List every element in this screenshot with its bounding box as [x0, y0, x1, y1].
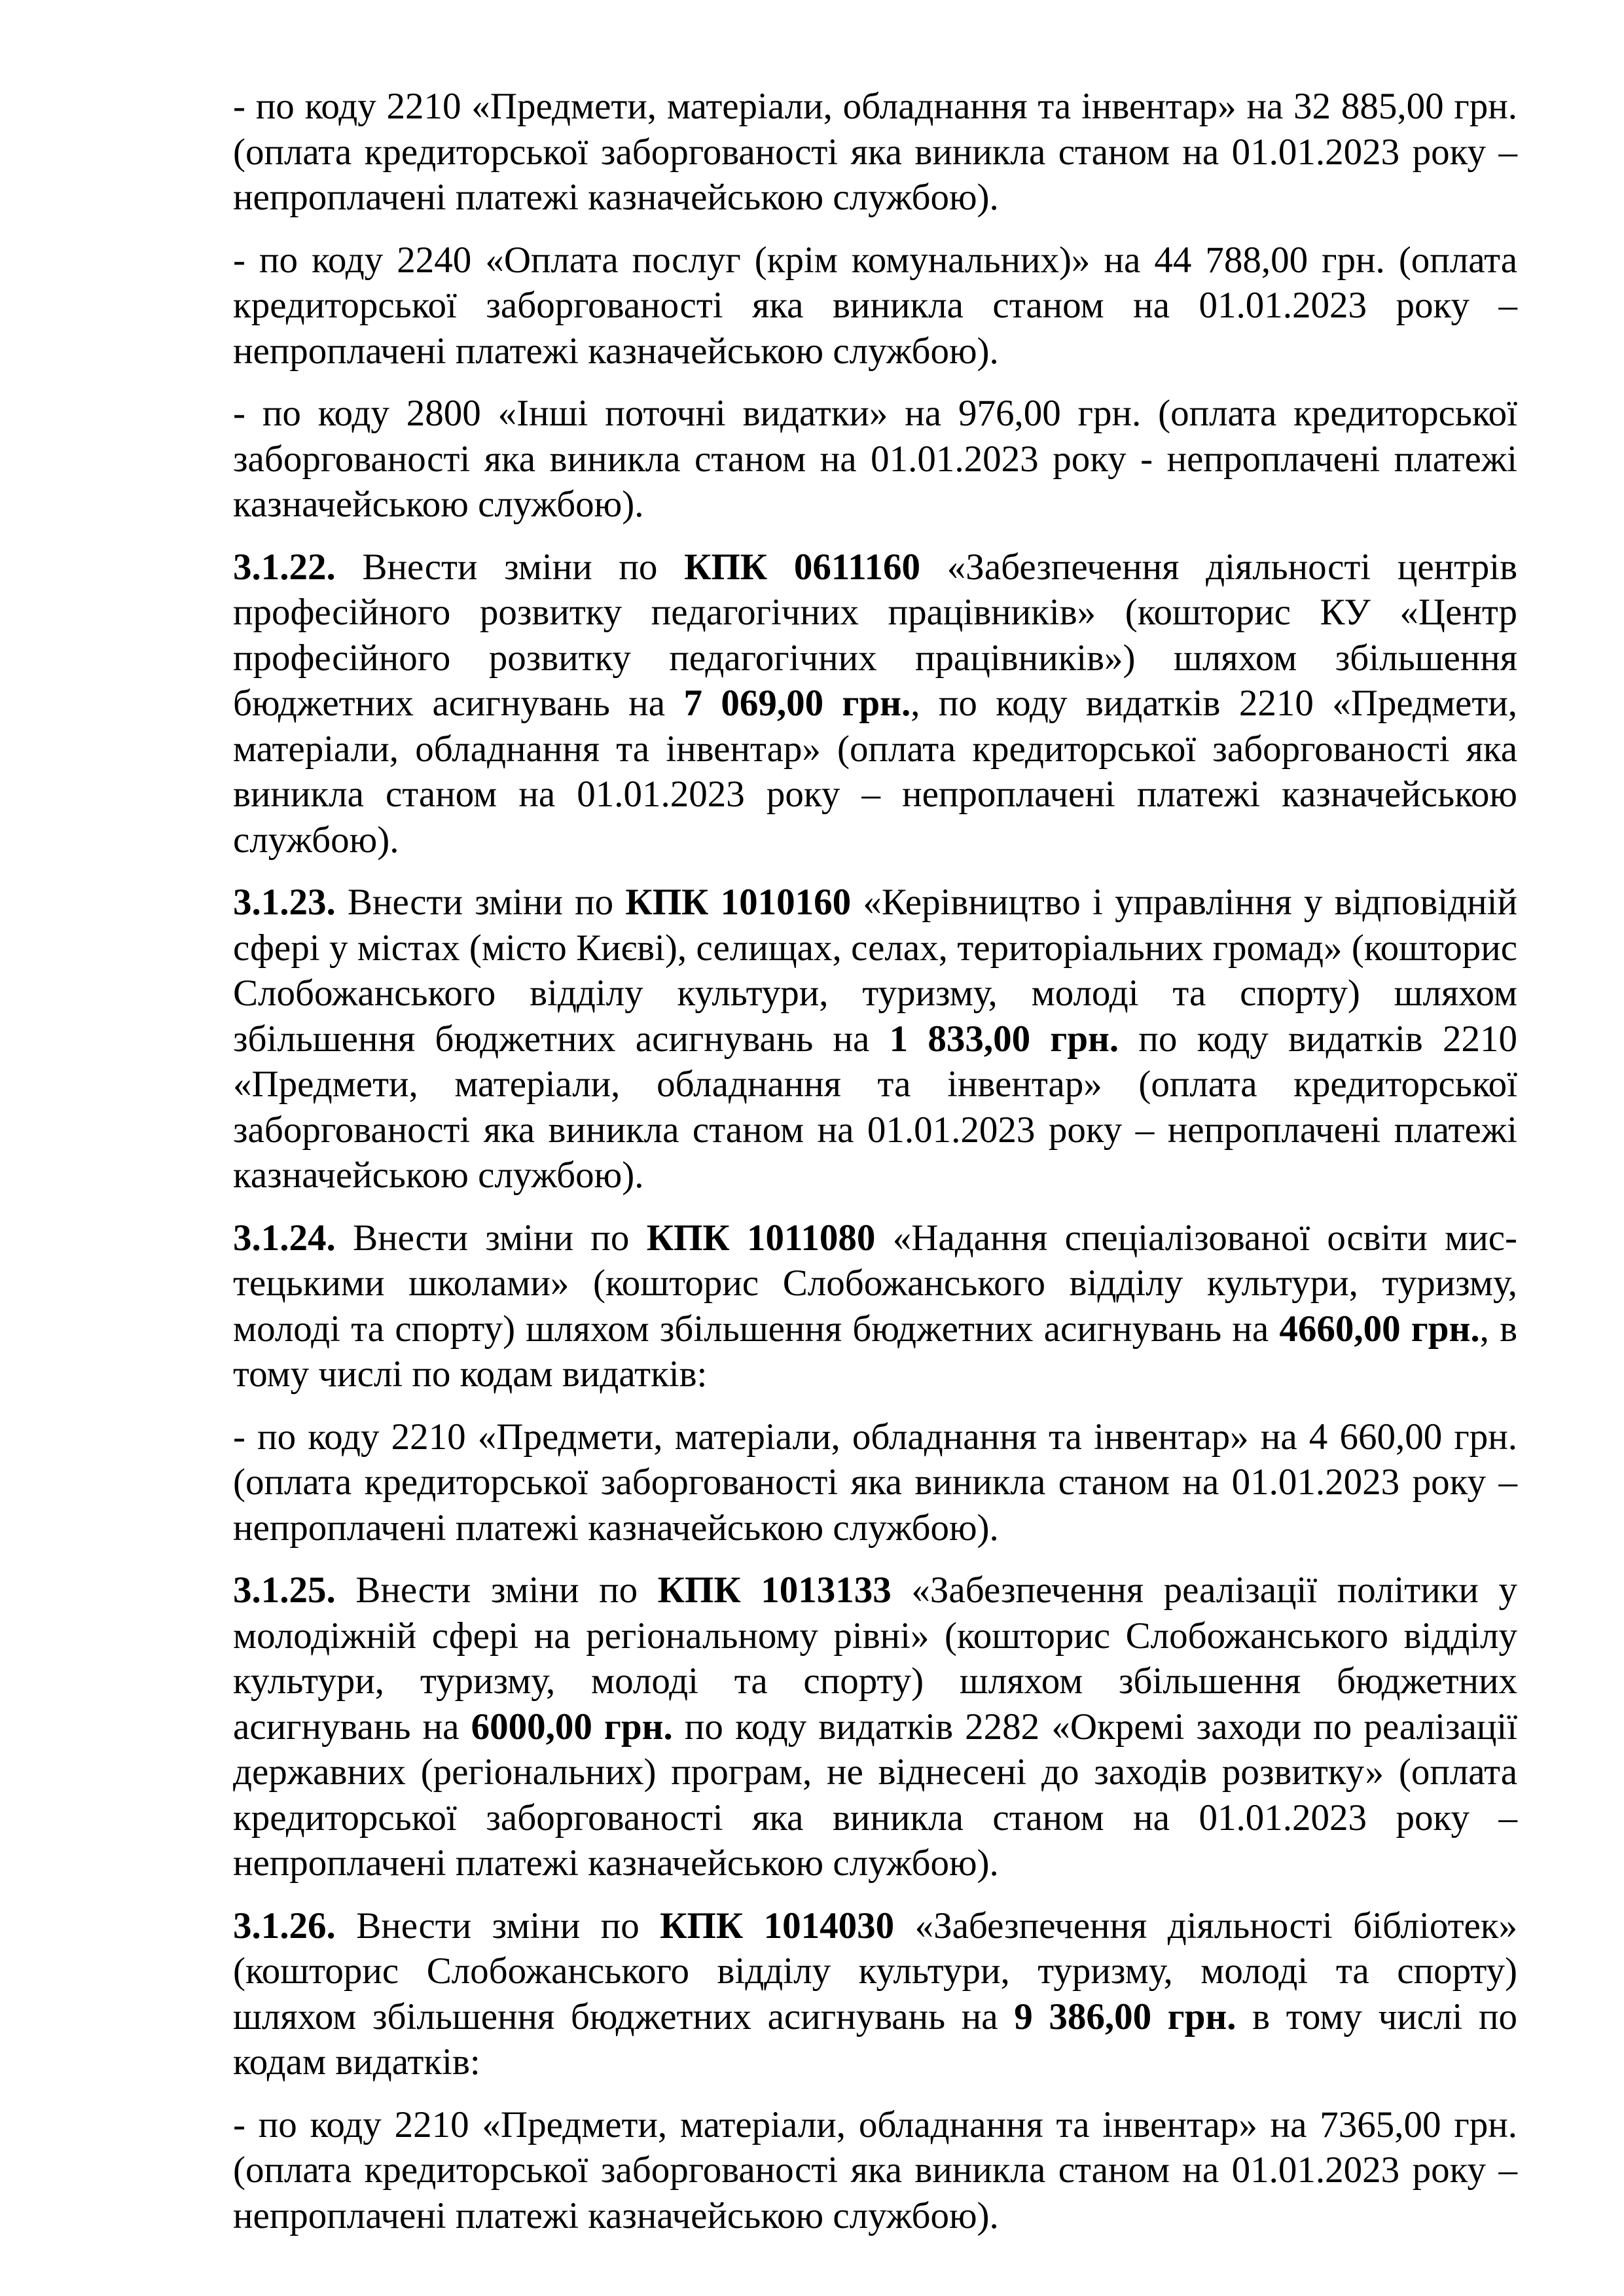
text-segment: «Забезпечення реалізації політики у молодіжній сфері на регіональному рівні» (кошторис Слобожанського відділу культури, туризму, молоді та спорту) шляхом збільшення бюджетних асигнувань на — [233, 1570, 1518, 1748]
bold-text: 3.1.25. — [233, 1570, 336, 1611]
paragraph — [233, 1568, 1517, 1886]
bold-text: 3.1.23. — [233, 882, 336, 923]
bold-text: КПК 0611160 — [684, 546, 921, 588]
text-segment: - по коду 2240 «Оплата послуг (крім комунальних)» на 44 788,00 грн. (оплата кредиторської заборгованості яка виникла станом на 01.01.2023 року – непроплачені платежі казначейською службою). — [233, 239, 1517, 372]
text-segment: Внести зміни по — [335, 1905, 660, 1946]
text-segment: в тому числі по кодам видатків: — [233, 1996, 1517, 2083]
paragraph — [233, 1215, 1517, 1397]
text-segment: , по коду видатків 2210 «Предмети, матеріали, обладнання та інвентар» (оплата кредиторської заборгованості яка виникла станом на 01.01.2023 року – непроплачені платежі казначейською службою). — [233, 683, 1517, 861]
bold-text: 1 833,00 грн. — [889, 1018, 1119, 1060]
bold-text: 4660,00 грн. — [1279, 1308, 1480, 1350]
paragraph — [233, 238, 1517, 374]
paragraph — [233, 391, 1517, 528]
text-segment: «Забезпечення діяльності бібліотек» (кошторис Слобожанського відділу культури, туризму, молоді та спорту) шляхом збільшення бюджетних асигнувань на — [233, 1905, 1517, 2037]
text-segment: по коду видатків 2282 «Окремі заходи по реалізації державних (регіональних) програм, не віднесені до заходів розвитку» (оплата кредиторської заборгованості яка виникла станом на 01.01.2023 року – непроплачені платежі казначейською службою). — [233, 1706, 1518, 1884]
paragraph — [233, 1414, 1517, 1551]
bold-text: КПК 1011080 — [646, 1217, 876, 1259]
bold-text: 9 386,00 грн. — [1014, 1996, 1236, 2037]
bold-text: КПК 1010160 — [625, 882, 852, 923]
bold-text: КПК 1014030 — [660, 1905, 895, 1946]
text-segment: по коду видатків 2210 «Предмети, матеріали, обладнання та інвентар» (оплата кредиторської заборгованості яка виникла станом на 01.01.2023 року – непроплачені платежі казначейською службою). — [233, 1018, 1518, 1196]
text-segment: Внести зміни по — [335, 882, 626, 923]
text-segment: - по коду 2210 «Предмети, матеріали, обладнання та інвентар» на 32 885,00 грн. (оплата кредиторської заборгованості яка виникла станом на 01.01.2023 року – непроплачені платежі казначейською службою). — [233, 86, 1517, 218]
text-segment: - по коду 2210 «Предмети, матеріали, обладнання та інвентар» на 7365,00 грн. (оплата кредиторської заборгованості яка виникла станом на 01.01.2023 року – непроплачені платежі казначейською службою). — [233, 2104, 1517, 2236]
text-segment: , в тому числі по кодам видатків: — [233, 1308, 1518, 1395]
text-segment: Внести зміни по — [335, 1217, 647, 1259]
bold-text: 7 069,00 грн. — [683, 683, 911, 724]
text-segment: «Керівництво і управління у відповідній сфері у містах (місто Києві), селищах, селах, територіальних громад» (кошторис Слобожанського відділу культури, туризму, молоді та спорту) шляхом збільшення бюджетних асигнувань на — [233, 882, 1517, 1060]
bold-text: 6000,00 грн. — [471, 1706, 673, 1748]
bold-text: 3.1.24. — [233, 1217, 336, 1259]
paragraph — [233, 545, 1517, 863]
text-segment: Внести зміни по — [335, 1570, 658, 1611]
paragraph — [233, 880, 1517, 1198]
document-page — [233, 84, 1517, 2255]
bold-text: 3.1.26. — [233, 1905, 336, 1946]
text-segment: «Надання спеціалізованої освіти мис-тецькими школами» (кошторис Слобожанського відділу культури, туризму, молоді та спорту) шляхом збільшення бюджетних асигнувань на — [233, 1217, 1518, 1350]
paragraph — [233, 2102, 1517, 2239]
text-segment: - по коду 2210 «Предмети, матеріали, обладнання та інвентар» на 4 660,00 грн. (оплата кредиторської заборгованості яка виникла станом на 01.01.2023 року – непроплачені платежі казначейською службою). — [233, 1416, 1517, 1549]
bold-text: 3.1.22. — [233, 546, 336, 588]
paragraph — [233, 84, 1517, 221]
text-segment: Внести зміни по — [335, 546, 685, 588]
paragraph — [233, 1903, 1517, 2085]
text-segment: - по коду 2800 «Інші поточні видатки» на 976,00 грн. (оплата кредиторської заборгованості яка виникла станом на 01.01.2023 року - непроплачені платежі казначейською службою). — [233, 393, 1517, 525]
bold-text: КПК 1013133 — [657, 1570, 892, 1611]
text-segment: «Забезпечення діяльності центрів професійного розвитку педагогічних працівників» (кошторис КУ «Центр професійного розвитку педагогічних працівників») шляхом збільшення бюджетних асигнувань на — [233, 546, 1517, 724]
